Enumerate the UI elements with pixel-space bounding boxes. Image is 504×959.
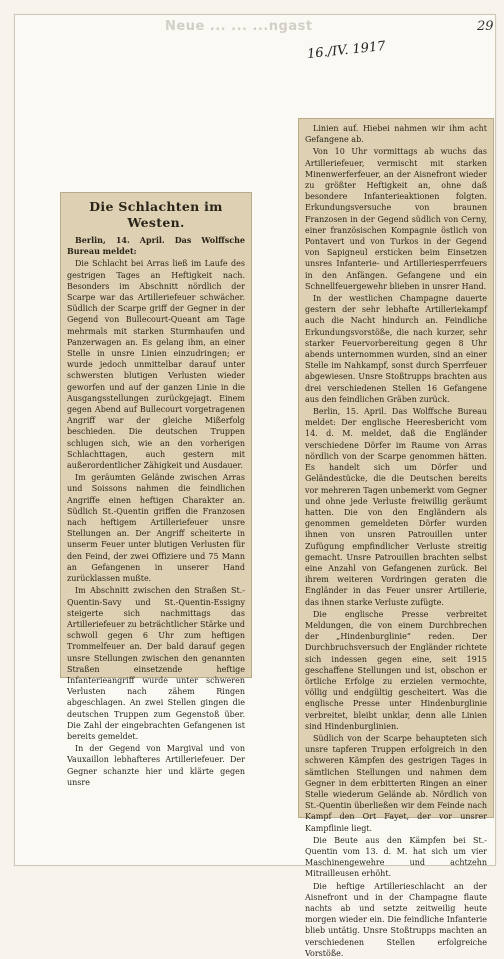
article-paragraph: Berlin, 15. April. Das Wolffsche Bureau meldet: Der englische Heeresbericht vom 14. d. M. meldet, daß die Engländer verschiedene Dörfer im Raume von Arras nördlich von der Scarpe genommen hätten. Es handelt sich um Dörfer und Geländestücke, die die Deutschen bereits vor mehreren Tagen unbemerkt vom Gegner und ohne jede Verluste freiwillig geräumt hatten. Die von den Engländern als genommen gemeldeten Dörfer wurden ihnen von unsren Patrouillen unter Zufügung empfindlicher Verluste streitig gemacht. Unsre Patrouillen brachten selbst eine Anzahl von Gefangenen zurück. Bei ihrem weiteren Vordringen geraten die Engländer in das Feuer unsrer Artillerie, das ihnen starke Verluste zufügte. bbox=[305, 407, 487, 607]
handwritten-date: 16./IV. 1917 bbox=[306, 38, 387, 63]
article-paragraph: Linien auf. Hiebei nahmen wir ihm acht Gefangene ab. bbox=[305, 124, 487, 145]
article-paragraph: Die Beute aus den Kämpfen bei St.-Quentin vom 13. d. M. hat sich um vier Maschinengewehre und achtzehn Mitrailleusen erhöht. bbox=[305, 835, 487, 879]
article-paragraph: Die Schlacht bei Arras ließ im Laufe des gestrigen Tages an Heftigkeit nach. Besonders im Abschnitt nördlich der Scarpe war das Artilleriefeuer schwächer. Südlich der Scarpe griff der Gegner in der Gegend von Bullecourt-Queant am Tage mehrmals mit starken Sturmhaufen und Panzerwagen an. Es gelang ihm, an einer Stelle in unsre Linien einzudringen; er wurde jedoch unmittelbar darauf unter schwersten blutigen Verlusten wieder geworfen und auf der ganzen Linie in die Ausgangsstellungen zurückgejagt. Einem gegen Abend auf Bullecourt vorgetragenen Angriff war der gleiche Mißerfolg beschieden. Die deutschen Truppen schlugen sich, wie an den vorherigen Schlachttagen, auch gestern mit außerordentlicher Zähigkeit und Ausdauer. bbox=[67, 259, 245, 471]
newspaper-clipping-left bbox=[60, 192, 252, 787]
article-paragraph: Die englische Presse verbreitet Meldungen, die von einem Durchbrechen der „Hindenburglinie“ reden. Der Durchbruchsversuch der Engländer richtete sich indessen gegen eine, seit 1915 geschaffene Stellungen und ist, obschon er örtliche Erfolge zu erzielen vermochte, völlig und endgültig gescheitert. Was die englische Presse unter Hindenburglinie verbreitet, bleibt unklar, denn alle Linien sind Hindenburglinien. bbox=[305, 609, 487, 731]
masthead-faint: Neue ... ... ...ngast bbox=[165, 19, 313, 34]
article-paragraph: In der westlichen Champagne dauerte gestern der sehr lebhafte Artilleriekampf auch die Nacht hindurch an. Feindliche Erkundungsvorstöße, die nach kurzer, sehr starker Feuervorbereitung gegen 8 Uhr abends unternommen wurden, sind an einer Stelle im Nahkampf, sonst durch Sperrfeuer abgewiesen. Unsre Stoßtrupps brachten aus drei verschiedenen Stellen 16 Gefangene aus den feindlichen Gräben zurück. bbox=[305, 294, 487, 404]
article-paragraph: Im geräumten Gelände zwischen Arras und Soissons nahmen die feindlichen Angriffe einen heftigen Charakter an. Südlich St.-Quentin griffen die Franzosen nach heftigem Artilleriefeuer unsre Stellungen an. Der Angriff scheiterte in unserm Feuer unter blutigen Verlusten für den Feind, der zwei Offiziere und 75 Mann an Gefangenen in unserer Hand zurücklassen mußte. bbox=[67, 473, 245, 584]
article-paragraph: Im Abschnitt zwischen den Straßen St.-Quentin-Savy und St.-Quentin-Essigny steigerte sich nachmittags das Artilleriefeuer zu beträchtlicher Stärke und schwoll gegen 6 Uhr zum heftigen Trommelfeuer an. Der bald darauf gegen unsre Stellungen zwischen den genannten Straßen einsetzende heftige Infanterieangriff wurde unter schweren Verlusten nach zähem Ringen abgeschlagen. An zwei Stellen gingen die deutschen Truppen zum Gegenstoß über. Die Zahl der eingebrachten Gefangenen ist bereits gemeldet. bbox=[67, 586, 245, 741]
article-paragraph: Die heftige Artillerieschlacht an der Aisnefront und in der Champagne flaute nachts ab und setzte zeitweilig heute morgen wieder ein. Die feindliche Infanterie blieb untätig. Unsre Stoßtrupps machten an verschiedenen Stellen erfolgreiche Vorstöße. bbox=[305, 881, 487, 958]
article-paragraph: Von 10 Uhr vormittags ab wuchs das Artilleriefeuer, vermischt mit starken Minenwerferfeuer, an der Aisnefront wieder zu größter Heftigkeit an, ohne daß besondere Infanterieaktionen folgten. Erkundungsversuche von braunen Franzosen in der Gegend südlich von Cerny, einer französischen Kompagnie östlich von Pontavert und von Turkos in der Gegend von Sapigneul ersticken beim Einsetzen unsres Infanterie- und Artilleriesperrfeuers in den Anfängen. Gefangene und ein Schnellfeuergewehr blieben in unsrer Hand. bbox=[305, 147, 487, 291]
article-paragraph: Berlin, 14. April. Das Wolffsche Bureau meldet: bbox=[67, 235, 245, 257]
article-paragraph: Südlich von der Scarpe behaupteten sich unsre tapferen Truppen erfolgreich in den schweren Kämpfen des gestrigen Tages in sämtlichen Stellungen und nahmen dem Gegner in dem erbitterten Ringen an einer Stelle wiederum Gelände ab. Nördlich von St.-Quentin überließen wir dem Feinde nach Kampf den Ort Fayet, der vor unsrer Kampflinie liegt. bbox=[305, 733, 487, 833]
newspaper-clipping-right bbox=[298, 118, 494, 958]
archive-number: 29 bbox=[477, 19, 494, 34]
article-paragraph: In der Gegend von Margival und von Vauxaillon lebhafteres Artilleriefeuer. Der Gegner schanzte hier und klärte gegen unsre bbox=[67, 744, 245, 787]
article-headline: Die Schlachten im Westen. bbox=[89, 199, 223, 230]
